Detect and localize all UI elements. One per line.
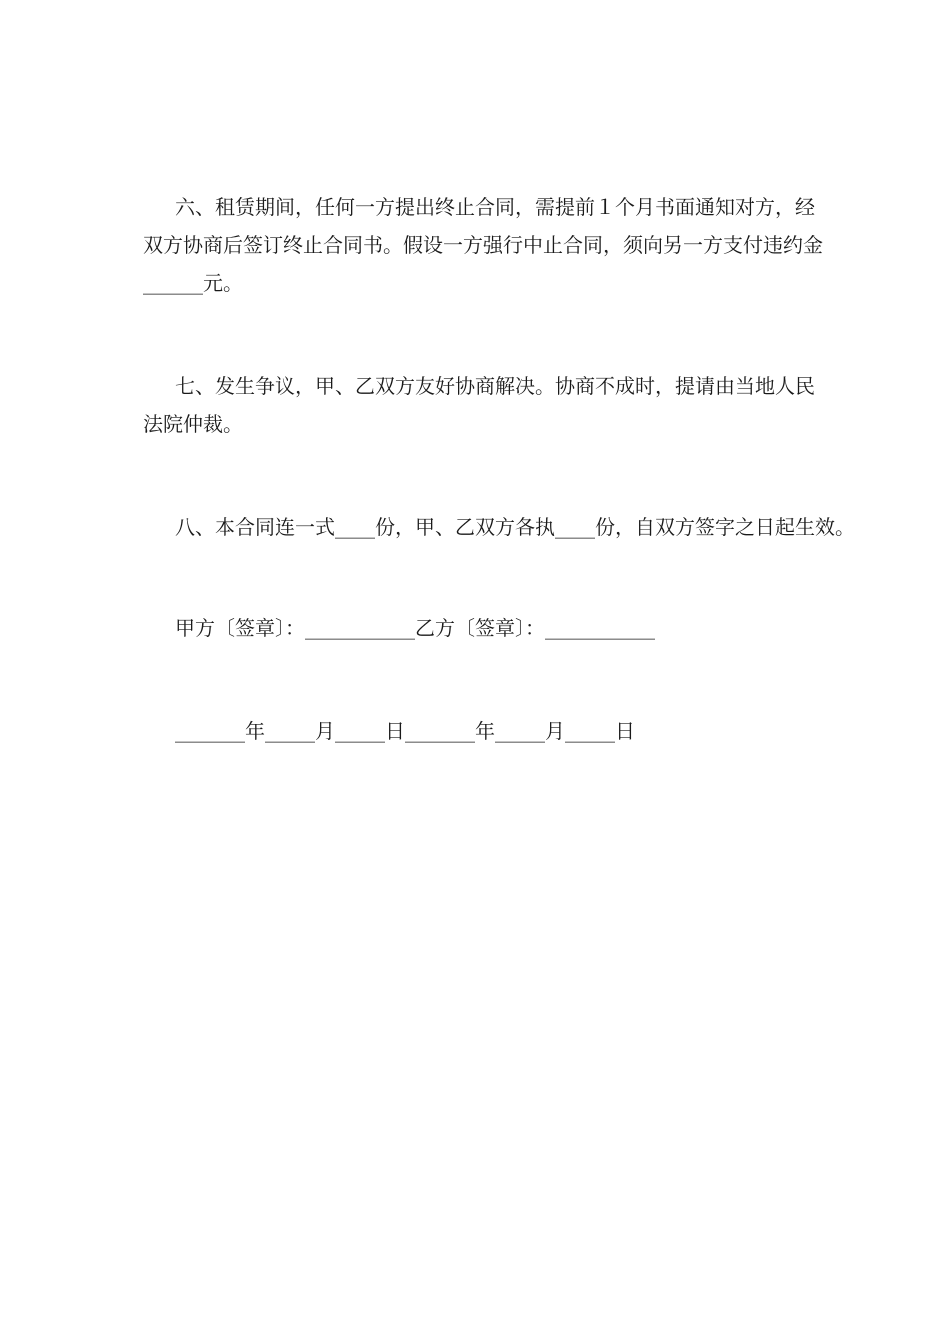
signature-line: 甲方〔签章〕：___________乙方〔签章〕：___________: [175, 616, 655, 640]
date-line: _______年_____月_____日_______年_____月_____日: [175, 719, 635, 743]
clause-eight: 八、本合同连一式____份，甲、乙双方各执____份，自双方签字之日起生效。: [175, 515, 855, 539]
clause-seven: 七、发生争议，甲、乙双方友好协商解决。协商不成时，提请由当地人民法院仲裁。: [143, 374, 815, 436]
clause-six: 六、租赁期间，任何一方提出终止合同，需提前１个月书面通知对方，经双方协商后签订终止合同书。假设一方强行中止合同，须向另一方支付违约金______元。: [143, 195, 823, 295]
